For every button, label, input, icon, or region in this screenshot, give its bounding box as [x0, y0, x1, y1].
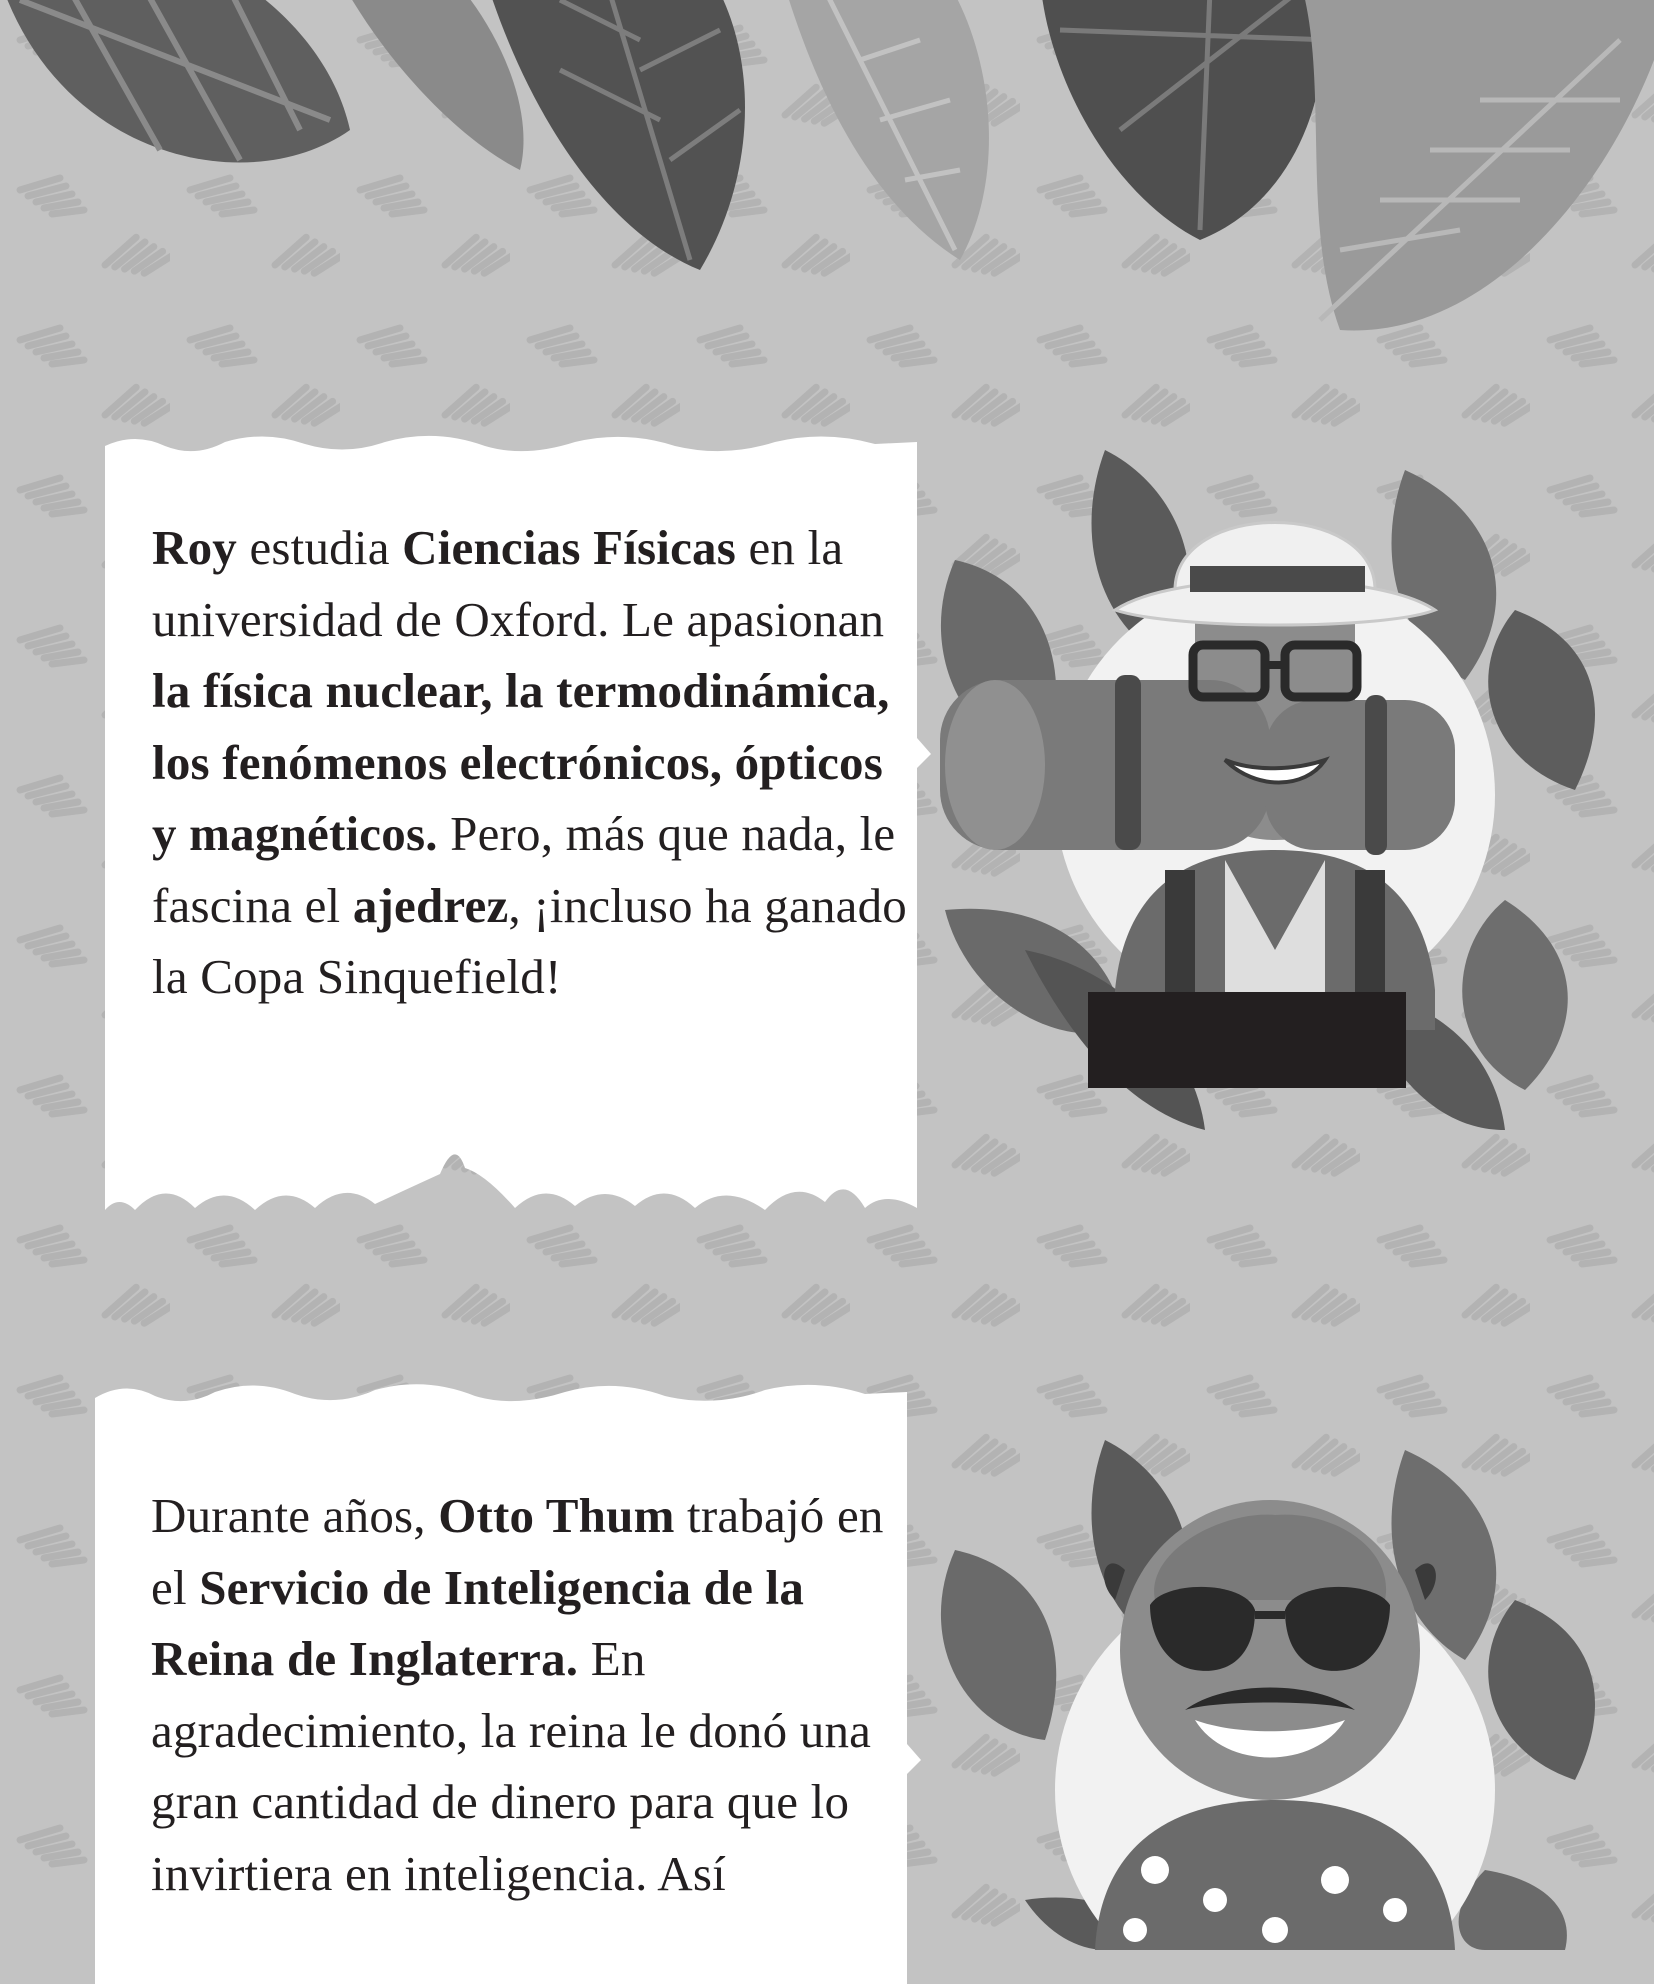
otto-info-card — [95, 1384, 907, 1984]
otto-portrait-illustration — [925, 1430, 1625, 1950]
otto-description: Durante años, Otto Thum trabajó en el Servicio de Inteligencia de la Reina de Inglaterra. En agradecimiento, la reina le donó una gran cantidad de dinero para que lo invirtiera en inteligencia. Así — [151, 1488, 884, 1901]
roy-info-card — [105, 438, 917, 1218]
redaction-bar — [1088, 992, 1406, 1088]
roy-description: Roy estudia Ciencias Físicas en la universidad de Oxford. Le apasionan la física nuclear, la termodinámica, los fenómenos electrónicos, ópticos y magnéticos. Pero, más que nada, le fascina el ajedrez, ¡incluso ha ganado la Copa Sinquefield! — [152, 520, 907, 1004]
